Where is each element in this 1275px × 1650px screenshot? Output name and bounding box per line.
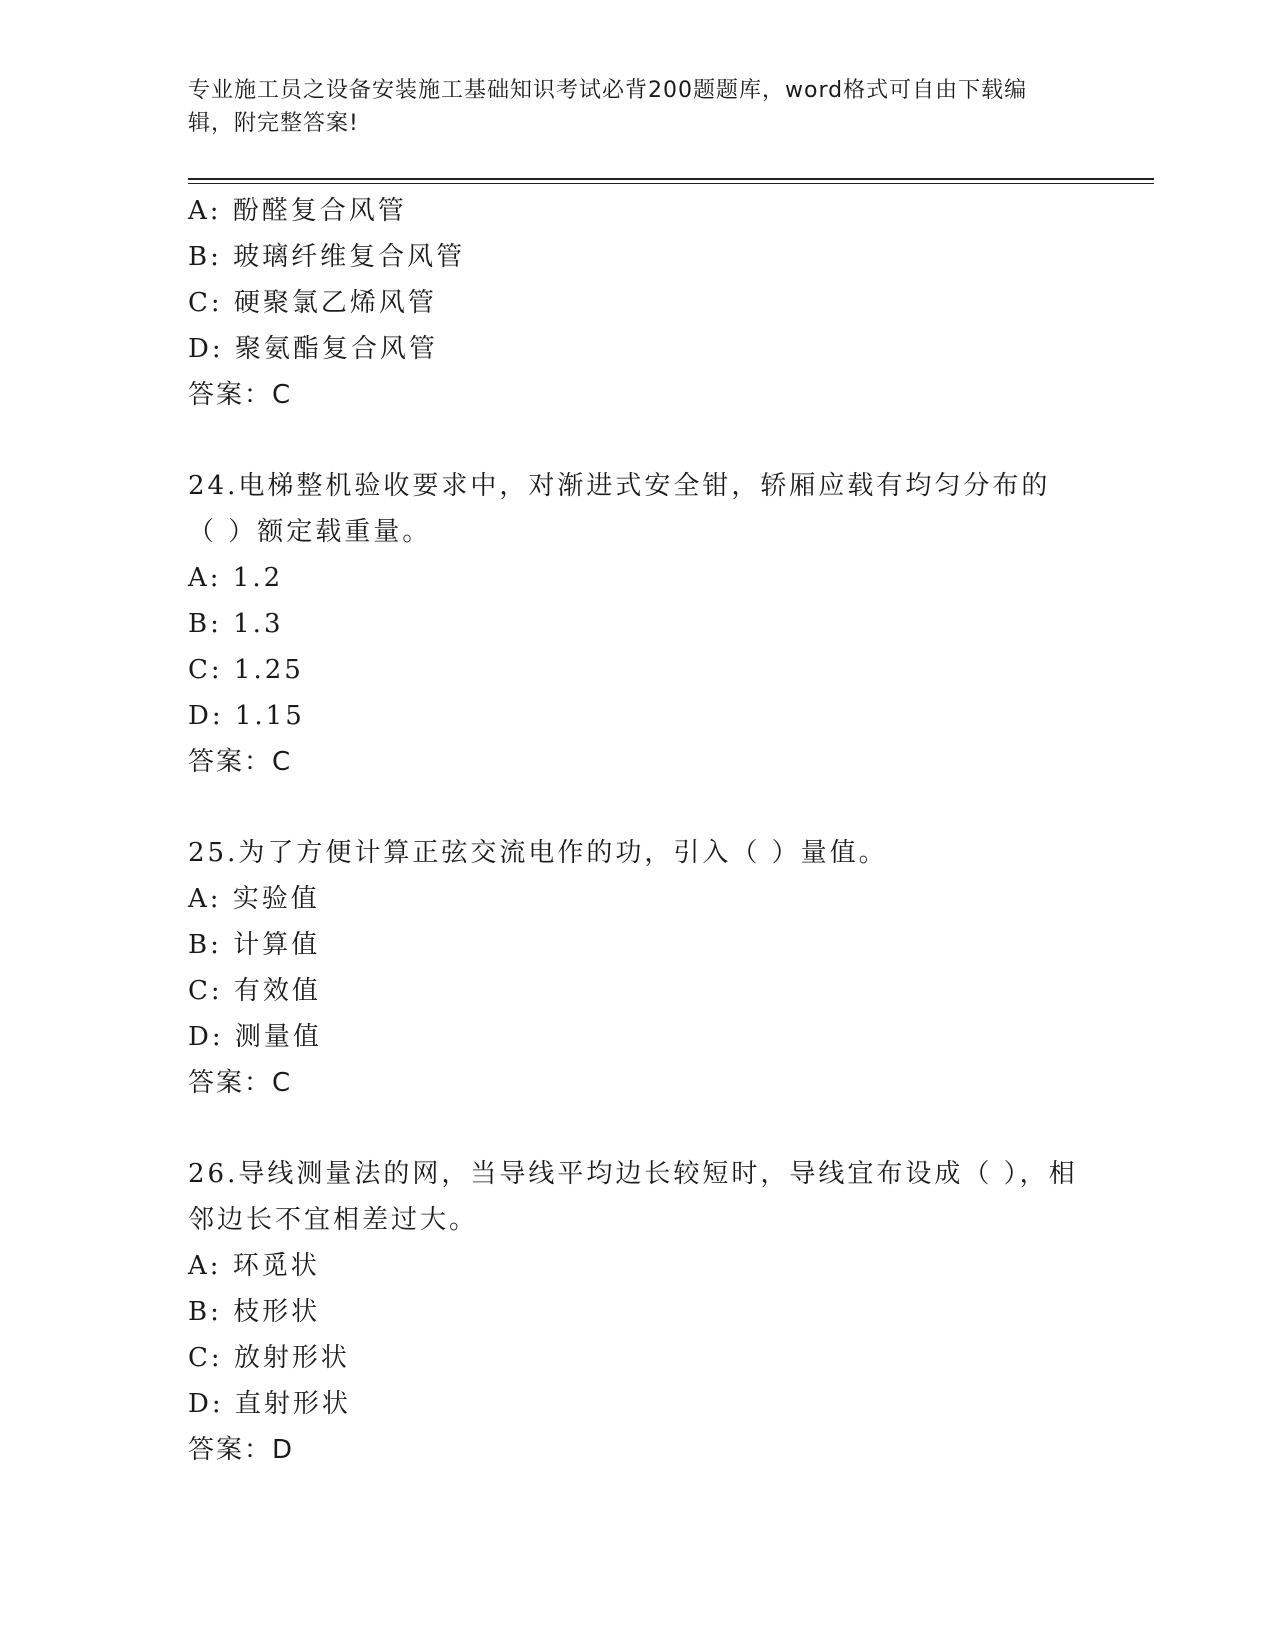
option-a: A: 环觅状 xyxy=(188,1251,320,1281)
question-23-continued xyxy=(188,188,1088,418)
option-b: B: 计算值 xyxy=(188,930,321,960)
header-divider-thin xyxy=(188,183,1154,184)
option-b: B: 1.3 xyxy=(188,609,284,639)
document-header: 专业施工员之设备安装施工基础知识考试必背200题题库，word格式可自由下载编辑，附完整答案! xyxy=(188,78,1028,136)
question-25 xyxy=(188,830,1088,1106)
option-b: B: 玻璃纤维复合风管 xyxy=(188,242,466,272)
answer-label: 答案：D xyxy=(188,1435,295,1465)
question-24 xyxy=(188,463,1088,785)
question-stem: 26.导线测量法的网，当导线平均边长较短时，导线宜布设成（ ），相邻边长不宜相差过大。 xyxy=(188,1159,1078,1235)
option-a: A: 1.2 xyxy=(188,563,284,593)
answer-label: 答案：C xyxy=(188,1068,293,1098)
question-stem: 24.电梯整机验收要求中，对渐进式安全钳，轿厢应载有均匀分布的（ ）额定载重量。 xyxy=(188,471,1051,547)
option-c: C: 放射形状 xyxy=(188,1343,350,1373)
option-b: B: 枝形状 xyxy=(188,1297,321,1327)
option-a: A: 实验值 xyxy=(188,884,320,914)
option-c: C: 硬聚氯乙烯风管 xyxy=(188,288,437,318)
option-a: A: 酚醛复合风管 xyxy=(188,196,407,226)
question-stem: 25.为了方便计算正弦交流电作的功，引入（ ）量值。 xyxy=(188,838,888,868)
answer-label: 答案：C xyxy=(188,380,293,410)
option-c: C: 有效值 xyxy=(188,976,321,1006)
option-d: D: 直射形状 xyxy=(188,1389,351,1419)
question-list xyxy=(188,188,1088,1473)
option-c: C: 1.25 xyxy=(188,655,304,685)
header-divider xyxy=(188,178,1154,180)
question-26 xyxy=(188,1151,1088,1473)
option-d: D: 聚氨酯复合风管 xyxy=(188,334,438,364)
option-d: D: 1.15 xyxy=(188,701,305,731)
option-d: D: 测量值 xyxy=(188,1022,322,1052)
answer-label: 答案：C xyxy=(188,747,293,777)
